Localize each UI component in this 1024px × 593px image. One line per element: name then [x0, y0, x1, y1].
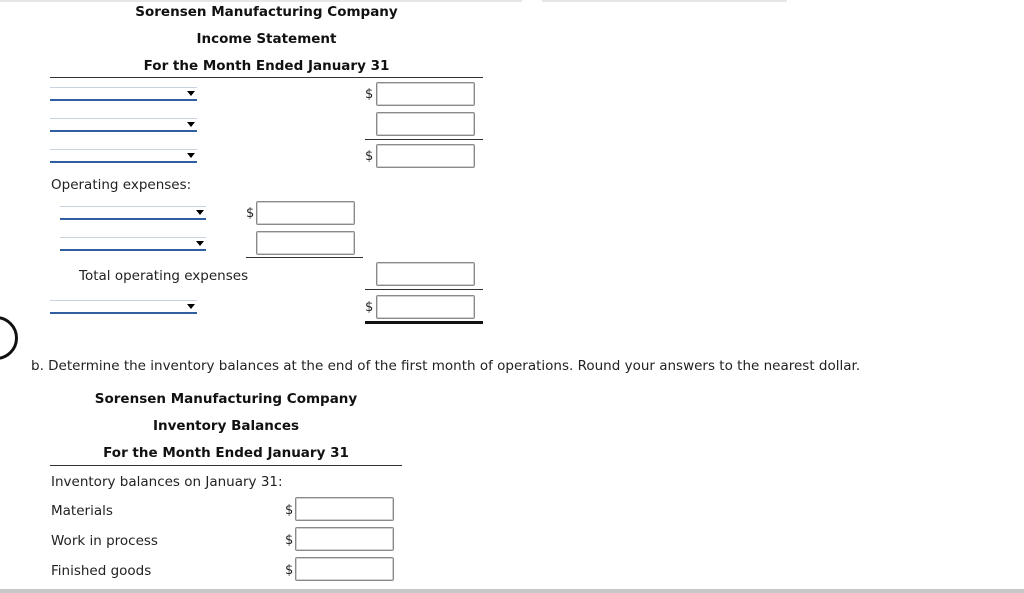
line-item-select-2[interactable]: [50, 118, 197, 132]
materials-label: Materials: [51, 503, 113, 519]
income-statement-period: For the Month Ended January 31: [143, 58, 390, 74]
line-item-select-3[interactable]: [50, 149, 197, 163]
line-item-amount-3[interactable]: [376, 144, 475, 168]
net-income-select[interactable]: [50, 300, 197, 314]
income-statement-company: Sorensen Manufacturing Company: [135, 4, 398, 20]
header-rule: [50, 77, 483, 78]
currency-symbol: $: [365, 87, 374, 102]
total-operating-expenses-label: Total operating expenses: [79, 268, 249, 284]
operating-expense-select-2[interactable]: [60, 237, 206, 251]
finished-goods-label: Finished goods: [51, 563, 152, 579]
step-indicator-circle: [0, 316, 18, 360]
chevron-down-icon: [196, 210, 204, 215]
chevron-down-icon: [187, 91, 195, 96]
inventory-title: Inventory Balances: [152, 418, 300, 434]
materials-amount[interactable]: [295, 497, 394, 521]
net-income-amount[interactable]: [376, 295, 475, 319]
currency-symbol: $: [285, 563, 294, 578]
currency-symbol: $: [285, 503, 294, 518]
currency-symbol: $: [365, 300, 374, 315]
double-underline: [365, 321, 483, 324]
operating-expense-select-1[interactable]: [60, 206, 206, 220]
inventory-period: For the Month Ended January 31: [103, 445, 349, 461]
inventory-subtitle: Inventory balances on January 31:: [51, 474, 283, 490]
total-operating-expenses-amount[interactable]: [376, 262, 475, 286]
chevron-down-icon: [196, 241, 204, 246]
finished-goods-amount[interactable]: [295, 557, 394, 581]
currency-symbol: $: [246, 206, 255, 221]
currency-symbol: $: [285, 533, 294, 548]
operating-expense-amount-1[interactable]: [256, 201, 355, 225]
chevron-down-icon: [187, 304, 195, 309]
line-item-select-1[interactable]: [50, 87, 197, 101]
income-statement-title: Income Statement: [196, 31, 337, 47]
part-b-instruction: b. Determine the inventory balances at the end of the first month of operations. Round your answers to the nearest dollar.: [31, 358, 861, 374]
line-item-amount-1[interactable]: [376, 82, 475, 106]
top-divider-right: [542, 0, 787, 2]
line-item-amount-2[interactable]: [376, 112, 475, 136]
operating-expense-amount-2[interactable]: [256, 231, 355, 255]
subtotal-rule: [365, 139, 483, 140]
work-in-process-label: Work in process: [51, 533, 158, 549]
expense-subtotal-rule: [246, 257, 363, 258]
currency-symbol: $: [365, 149, 374, 164]
chevron-down-icon: [187, 122, 195, 127]
inventory-company: Sorensen Manufacturing Company: [94, 391, 358, 407]
work-in-process-amount[interactable]: [295, 527, 394, 551]
bottom-scroll-edge: [0, 589, 1024, 593]
inventory-header-rule: [50, 465, 402, 466]
top-divider-left: [0, 0, 522, 2]
total-rule: [365, 289, 483, 290]
operating-expenses-label: Operating expenses:: [51, 177, 192, 193]
chevron-down-icon: [187, 153, 195, 158]
